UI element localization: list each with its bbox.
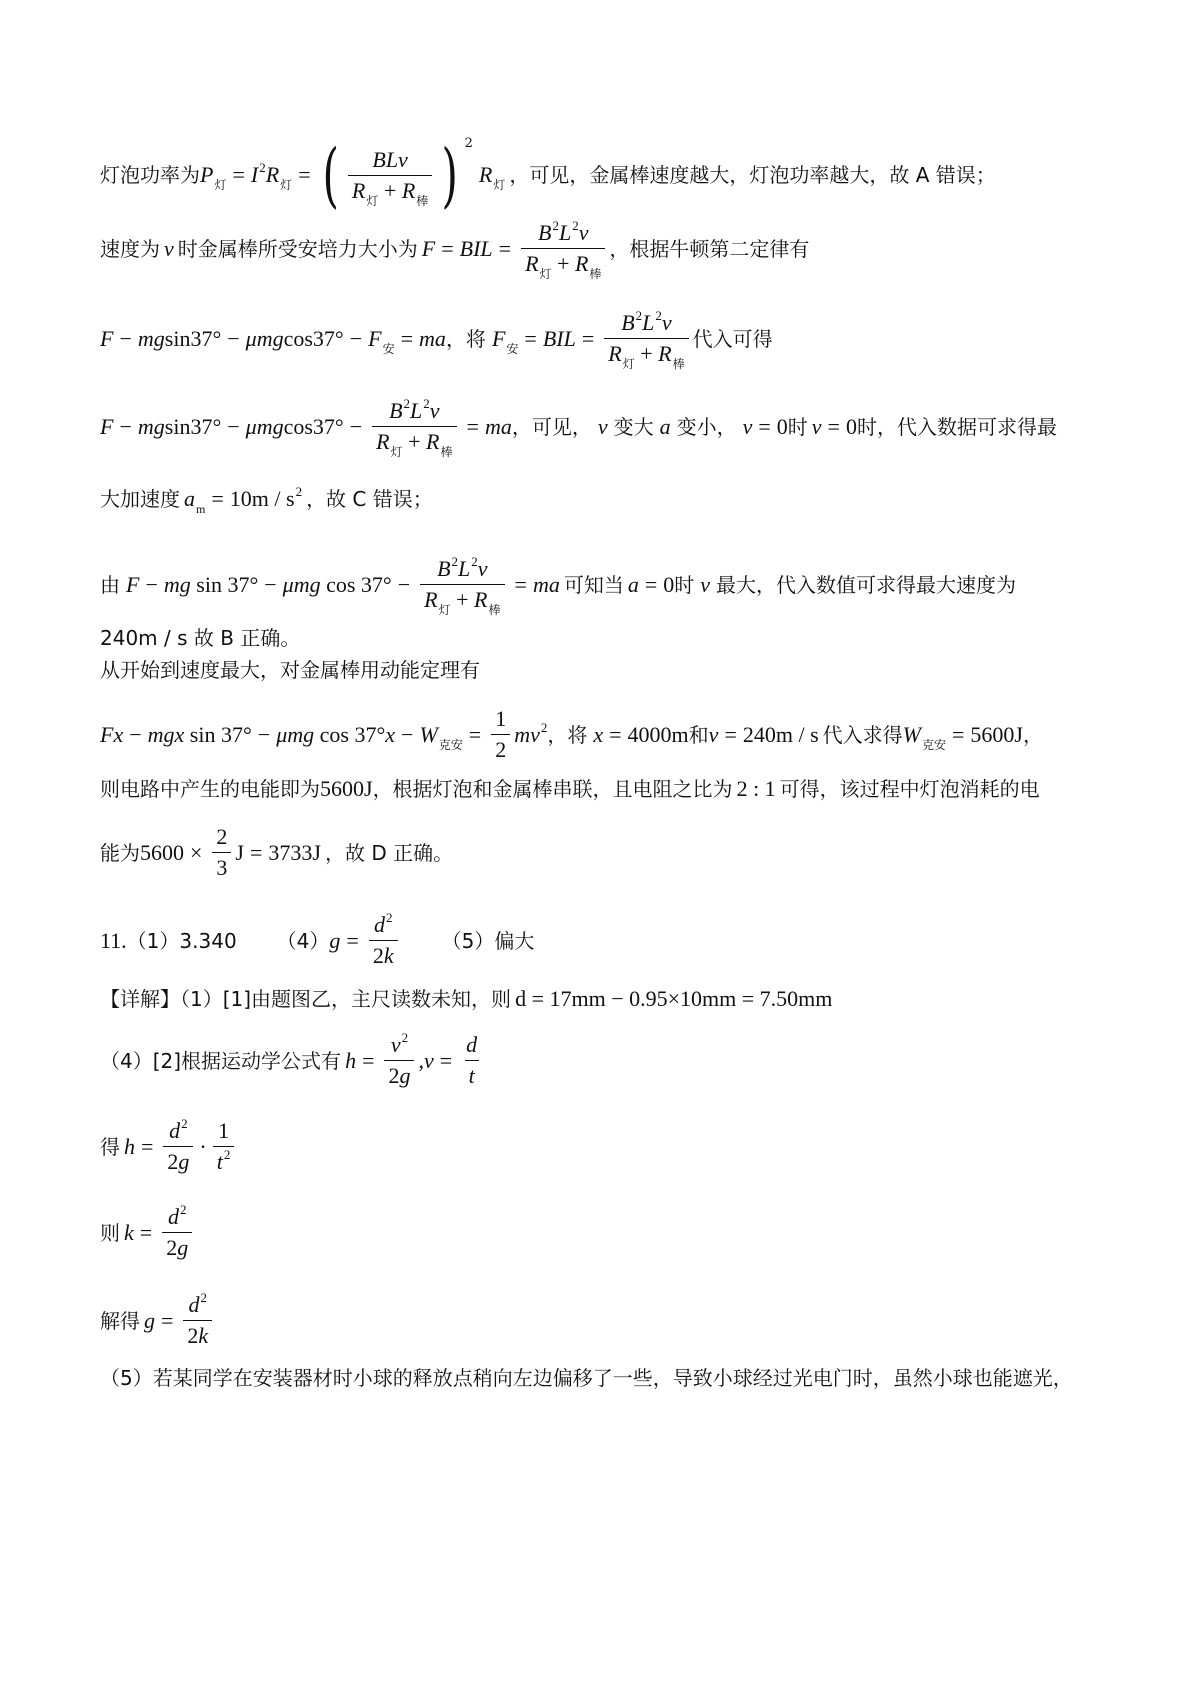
acceleration-analysis-line: F − mg sin37° − μmg cos37° − $\frac{B^2L^2v}{R_灯 + R_棒}$ = ma ，可见， v 变大 a 变小， v = 0 时 v = 0 时，代入数据可求得最 — [100, 396, 1057, 459]
work-energy-line: Fx − mgx sin 37° − μmg cos 37° x − $W_{克安}$ = $\frac{1}{2}$ $mv^2$ ，将 x = 4000m 和 v = 240m / s 代入求得 $W_{克安}$ = 5600J ， — [100, 706, 1043, 762]
max-acceleration-line: 大加速度 $a_m$ = $10m / s^2$ ，故 C 错误； — [100, 484, 433, 516]
error-analysis-line: （5）若某同学在安装器材时小球的释放点稍向左边偏移了一些，导致小球经过光电门时，虽然小球也能遮光， — [100, 1366, 1073, 1390]
lamp-power-line: 灯泡功率为 $P_灯$ = $I^2R_灯$ = ( $\frac{\text{BLv}}{R_灯 + R_棒}$ ) 2 $R_灯$ ，可见，金属棒速度越大，灯泡功率越大，故 A 错误； — [100, 134, 996, 216]
work-energy-intro: 从开始到速度最大，对金属棒用动能定理有 — [100, 658, 480, 682]
energy-split-line: 则电路中产生的电能即为 5600J ，根据灯泡和金属棒串联，且电阻之比为 2 : 1 可得，该过程中灯泡消耗的电 — [100, 776, 1040, 801]
kinematics-line: （4）[2]根据运动学公式有 h = $\frac{v^2}{2g}$ , v = $\frac{d}{t}$ — [100, 1030, 478, 1088]
ampere-force-line: 速度为 v 时金属棒所受安培力大小为 F = BIL = $\frac{B^2L^2v}{R_灯 + R_棒}$ ，根据牛顿第二定律有 — [100, 218, 810, 281]
height-formula-line: 得 h = $\frac{d^2}{2g}$ · $\frac{1}{t^2}$ — [100, 1120, 238, 1173]
max-speed-line: 由 F − mg sin 37° − μmg cos 37° − $\frac{B^2L^2v}{R_灯 + R_棒}$ = ma 可知当 a = 0 时 v 最大，代入数值可求得最大速度为 — [100, 554, 1017, 617]
detail-line: 【详解】（1）[1]由题图乙，主尺读数未知，则 d = 17mm − 0.95×10mm = 7.50mm — [100, 986, 833, 1011]
max-speed-result: 240m / s 故 B 正确。 — [100, 626, 301, 650]
slope-formula-line: 则 k = $\frac{d^2}{2g}$ — [100, 1206, 196, 1259]
q11-answers: 11. （1）3.340 （4） g = $\frac{d^2}{2k}$ （5）偏大 — [100, 910, 535, 968]
gravity-formula-line: 解得 g = $\frac{d^2}{2k}$ — [100, 1294, 216, 1347]
newton-law-line: F − mg sin37° − μmg cos37° − $F_安$ = ma ，将 $F_安$ = BIL = $\frac{B^2L^2v}{R_灯 + R_棒}$ 代入可得 — [100, 308, 773, 371]
lamp-energy-line: 能为 5600 × $\frac{2}{3}$ J = 3733J ，故 D 正确。 — [100, 824, 454, 880]
